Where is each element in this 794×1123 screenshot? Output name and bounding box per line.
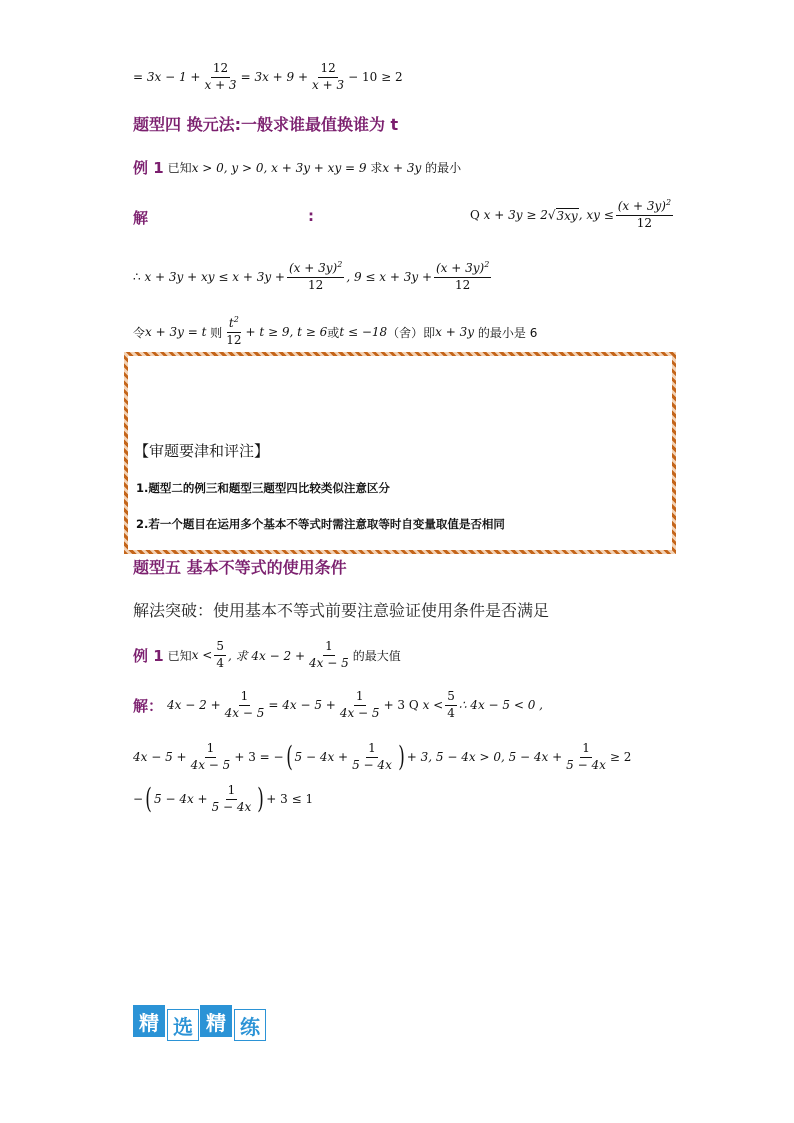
- fraction: $\frac{1}{5 - 4x}$: [566, 741, 606, 772]
- review-note-2: 2.若一个题目在运用多个基本不等式时需注意取等时自变量取值是否相同: [136, 517, 505, 531]
- equation-line-3: ∴ x + 3y + xy ≤ x + 3y + $\frac{(x + 3y)^2}{12}$ , 9 ≤ x + 3y + $\frac{(x + 3y)^2}{12}$: [133, 260, 490, 292]
- method-text: 解法突破：使用基本不等式前要注意验证使用条件是否满足: [133, 601, 550, 620]
- tile-jing-2: 精: [200, 1005, 232, 1037]
- solution-1-expression: Q x + 3y ≥ 2 √ 3xy , xy ≤ $\frac{(x + 3y)^2}{12}$: [470, 198, 672, 230]
- section-heading-4: 题型四 换元法:一般求谁最值换谁为 t: [133, 115, 399, 134]
- fraction: $\frac{1}{4x - 5}$: [309, 639, 349, 670]
- solution-2-line: 解 ： 4x − 2 + $\frac{1}{4x - 5}$ = 4x − 5 + $\frac{1}{4x - 5}$ + 3 Q x < $\frac{5}{4}$ ∴ 4x − 5 < 0 ,: [133, 689, 543, 720]
- equation-line-6: 4x − 5 + $\frac{1}{4x - 5}$ + 3 = − ( 5 − 4x + $\frac{1}{5 - 4x}$ ) + 3, 5 − 4x > 0, 5 − 4x + $\frac{1}{5 - 4x}$ ≥ 2: [133, 740, 632, 774]
- review-notes-title: 【审题要津和评注】: [134, 442, 270, 460]
- fraction: $\frac{1}{4x - 5}$: [224, 689, 265, 720]
- fraction: $\frac{1}{4x - 5}$: [190, 741, 231, 772]
- section-heading-5: 题型五 基本不等式的使用条件: [133, 558, 347, 577]
- sqrt: √ 3xy: [547, 207, 578, 223]
- right-paren: ): [398, 740, 405, 774]
- solution-colon: :: [308, 207, 314, 225]
- fraction: $\frac{(x + 3y)^2}{12}$: [617, 198, 672, 230]
- left-paren: (: [145, 782, 152, 816]
- fraction: $\frac{5}{4}$: [447, 689, 455, 720]
- tile-lian: 练: [234, 1009, 266, 1041]
- fraction: $\frac{12}{x + 3}$: [312, 61, 345, 92]
- equation-line-1: = 3x − 1 + $\frac{12}{x + 3}$ = 3x + 9 + $\frac{12}{x + 3}$ − 10 ≥ 2: [133, 61, 403, 92]
- fraction: $\frac{1}{5 - 4x}$: [352, 741, 392, 772]
- tile-xuan: 选: [167, 1009, 199, 1041]
- fraction: $\frac{1}{4x - 5}$: [339, 689, 380, 720]
- fraction: $\frac{(x + 3y)^2}{12}$: [288, 260, 343, 292]
- equation-line-4: 令 x + 3y = t 则 $\frac{t^2}{12}$ + t ≥ 9, t ≥ 6 或 t ≤ −18 （舍）即 x + 3y 的最小是 6: [133, 315, 538, 347]
- example-2-line: 例 1 已知 x < $\frac{5}{4}$ , 求 4x − 2 + $\frac{1}{4x - 5}$ 的最大值: [133, 639, 401, 670]
- right-paren: ): [257, 782, 265, 816]
- fraction: $\frac{1}{5 - 4x}$: [211, 783, 252, 814]
- review-notes-box: [124, 352, 676, 554]
- fraction: $\frac{5}{4}$: [216, 639, 224, 670]
- fraction: $\frac{12}{x + 3}$: [204, 61, 237, 92]
- example-1-line: 例 1 已知 x > 0, y > 0, x + 3y + xy = 9 求 x + 3y 的最小: [133, 159, 462, 177]
- fraction: $\frac{(x + 3y)^2}{12}$: [436, 260, 490, 292]
- equation-line-7: − ( 5 − 4x + $\frac{1}{5 - 4x}$ ) + 3 ≤ 1: [133, 782, 314, 816]
- left-paren: (: [285, 740, 293, 774]
- solution-label: 解: [133, 209, 149, 227]
- review-note-1: 1.题型二的例三和题型三题型四比较类似注意区分: [136, 481, 390, 495]
- fraction: $\frac{t^2}{12}$: [226, 315, 242, 347]
- tile-jing-1: 精: [133, 1005, 165, 1037]
